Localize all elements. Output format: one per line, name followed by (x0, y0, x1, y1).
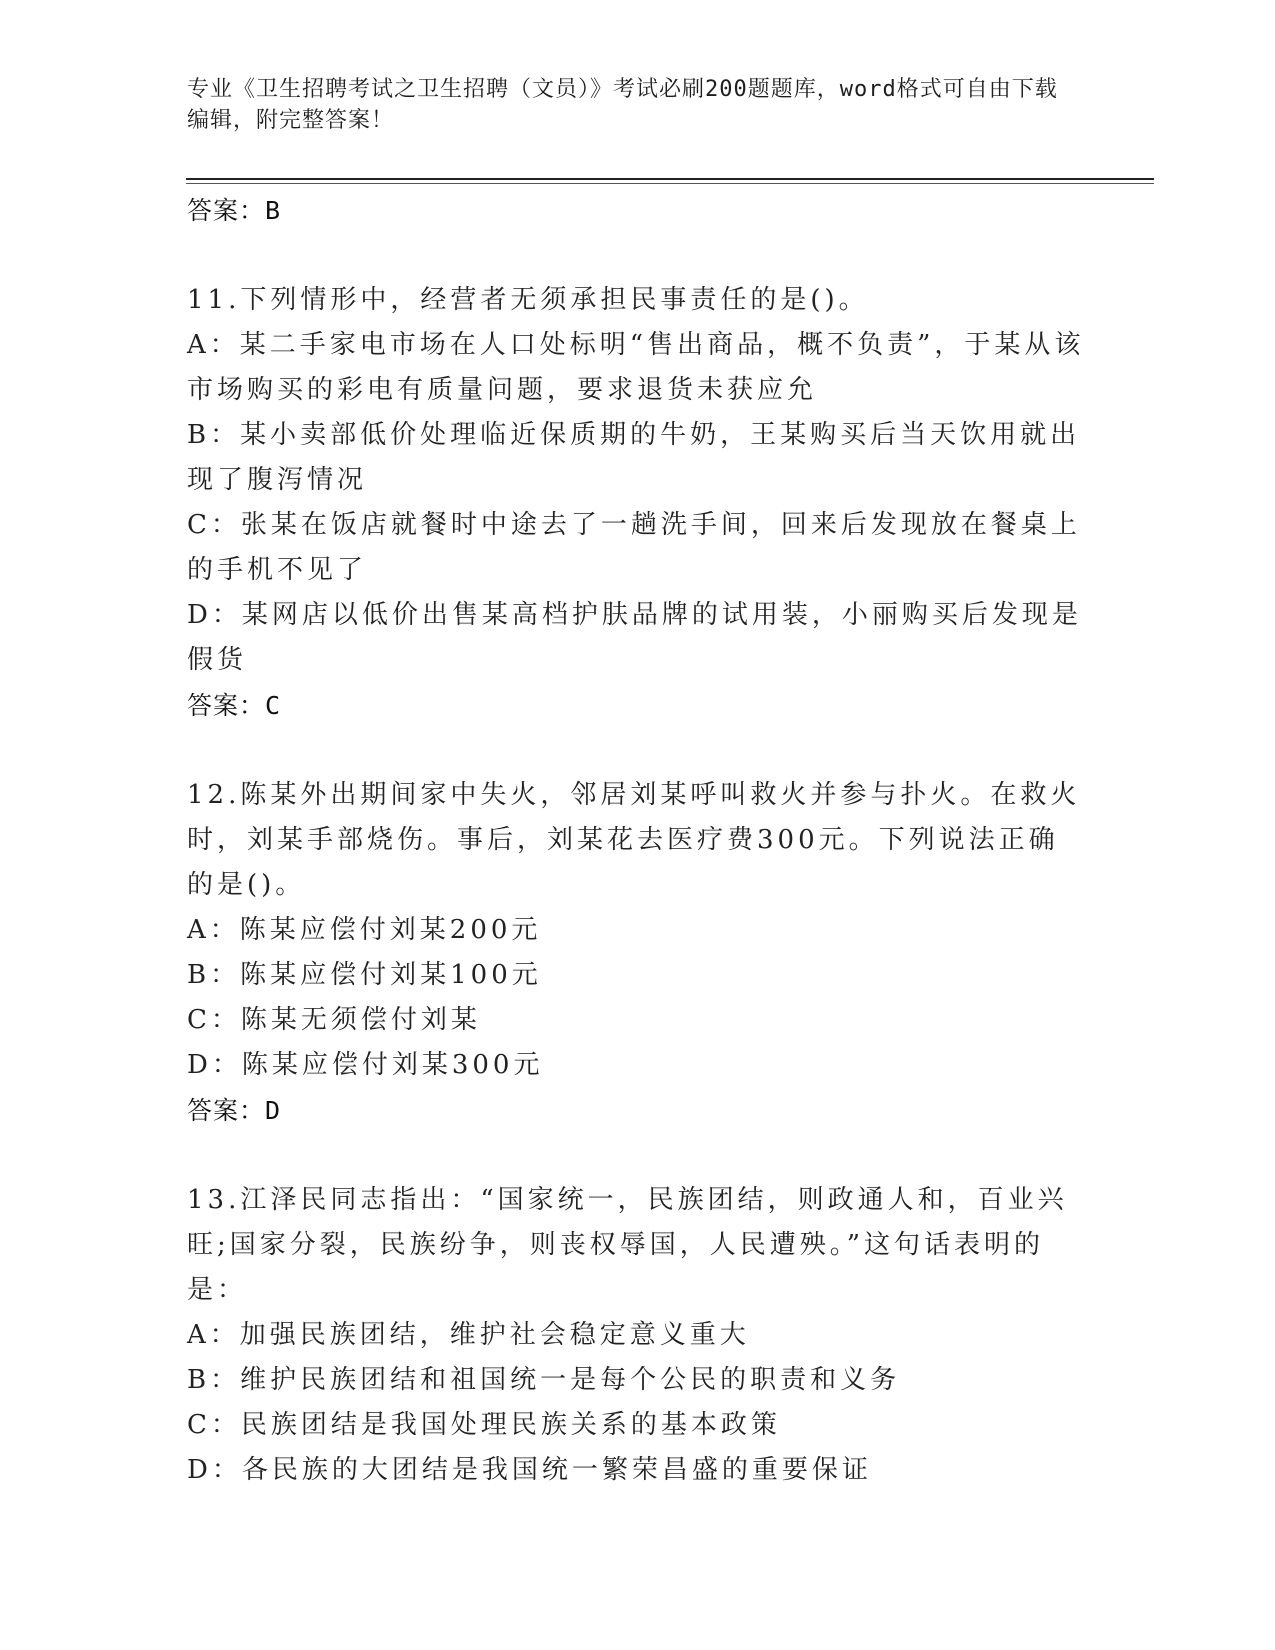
option-b: B：陈某应偿付刘某100元 (187, 960, 542, 990)
question-answer: 答案：D (187, 1096, 282, 1125)
question-answer: 答案：C (187, 691, 282, 720)
option-b: B：维护民族团结和祖国统一是每个公民的职责和义务 (187, 1365, 901, 1395)
question-list (187, 188, 1087, 1493)
option-c: C：陈某无须偿付刘某 (187, 1005, 481, 1035)
question-stem: 12.陈某外出期间家中失火，邻居刘某呼叫救火并参与扑火。在救火时，刘某手部烧伤。事后，刘某花去医疗费300元。下列说法正确的是()。 (187, 780, 1081, 900)
option-a: A：某二手家电市场在人口处标明“售出商品，概不负责”，于某从该市场购买的彩电有质量问题，要求退货未获应允 (187, 330, 1085, 405)
option-a: A：加强民族团结，维护社会稳定意义重大 (187, 1320, 750, 1350)
option-d: D：某网店以低价出售某高档护肤品牌的试用装，小丽购买后发现是假货 (187, 600, 1082, 675)
option-c: C：民族团结是我国处理民族关系的基本政策 (187, 1410, 781, 1440)
document-header: 专业《卫生招聘考试之卫生招聘（文员）》考试必刷200题题库，word格式可自由下载编辑，附完整答案！ (187, 77, 1058, 133)
question-13 (187, 1178, 1087, 1493)
previous-answer: 答案：B (187, 196, 282, 225)
question-stem: 13.江泽民同志指出：“国家统一，民族团结，则政通人和，百业兴旺;国家分裂，民族纷争，则丧权辱国，人民遭殃。”这句话表明的是： (187, 1185, 1068, 1305)
question-12 (187, 773, 1087, 1133)
header-divider-thick (186, 178, 1154, 180)
option-c: C：张某在饭店就餐时中途去了一趟洗手间，回来后发现放在餐桌上的手机不见了 (187, 510, 1081, 585)
option-d: D：各民族的大团结是我国统一繁荣昌盛的重要保证 (187, 1455, 872, 1485)
option-a: A：陈某应偿付刘某200元 (187, 915, 542, 945)
question-stem: 11.下列情形中，经营者无须承担民事责任的是()。 (187, 285, 869, 315)
option-b: B：某小卖部低价处理临近保质期的牛奶，王某购买后当天饮用就出现了腹泻情况 (187, 420, 1081, 495)
question-11 (187, 278, 1087, 728)
option-d: D：陈某应偿付刘某300元 (187, 1050, 544, 1080)
header-divider-thin (186, 183, 1154, 184)
